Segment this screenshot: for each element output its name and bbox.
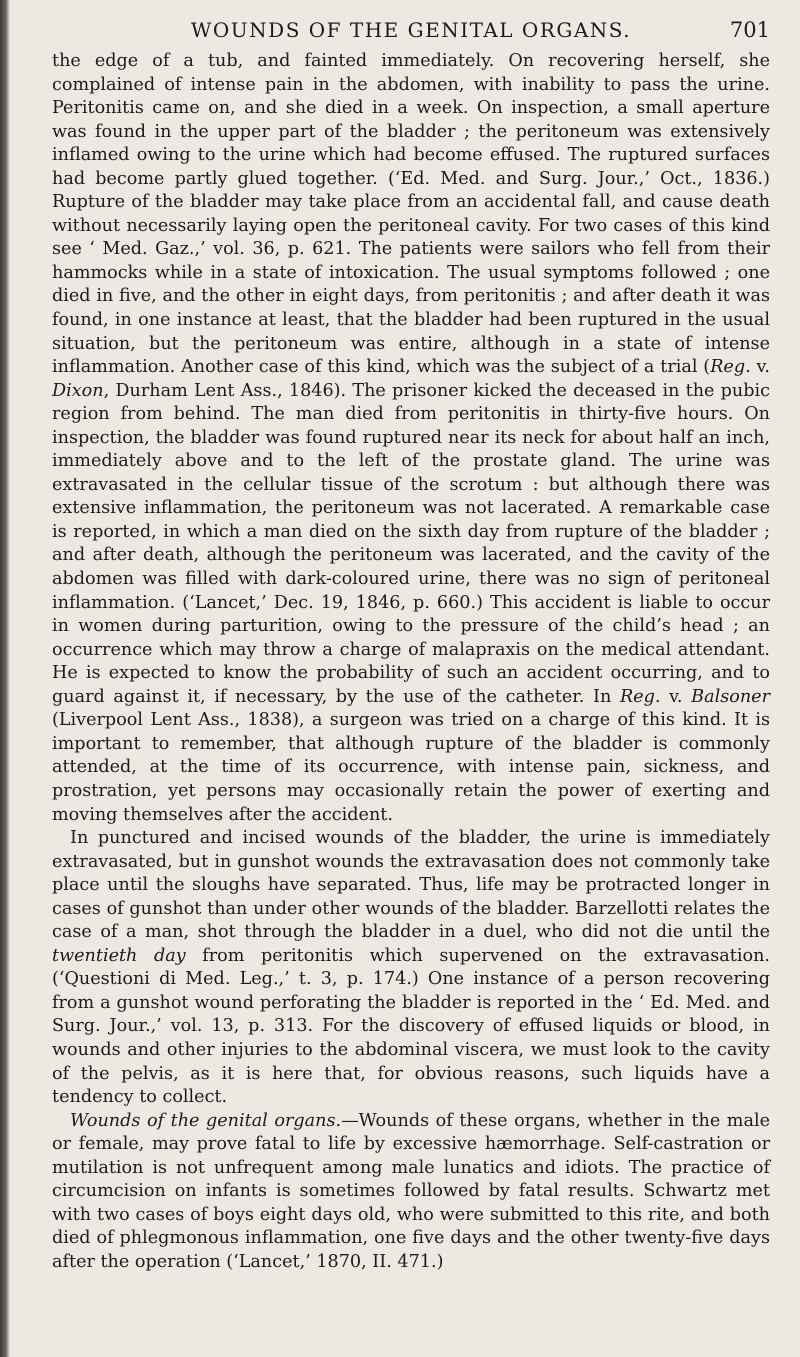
running-head xyxy=(52,18,770,48)
text-run: In punctured and incised wounds of the bladder, the urine is immediately extravasated, but in gunshot wounds the extravasation does not commonly take place until the sloughs have separated. Thus, life may be protracted longer in cases of gunshot than under other wounds of the bladder. Barzellotti relates the case of a man, shot through the bladder in a duel, who did not die until the xyxy=(52,828,770,943)
running-title: WOUNDS OF THE GENITAL ORGANS. xyxy=(190,18,632,42)
body-text xyxy=(52,50,770,1274)
text-run: —Wounds of these organs, whether in the male or female, may prove fatal to life by excessive hæmorrhage. Self-castration or mutilation is not unfrequent among male lunatics and idiots. The practice of circumcision on infants is sometimes followed by fatal results. Schwartz met with two cases of boys eight days old, who were submitted to this rite, and both died of phlegmonous inflammation, one five days and the other twenty-five days after the operation (‘Lancet,’ 1870, II. 471.) xyxy=(52,1110,771,1272)
paragraph xyxy=(52,50,770,827)
text-run: , Durham Lent Ass., 1846). The prisoner kicked the deceased in the pubic region from behind. The man died from peritonitis in thirty-five hours. On inspection, the bladder was found ruptured near its neck for about half an inch, immediately above and to the left of the prostate gland. The urine was extravasated in the cellular tissue of the scrotum : but although there was extensive inflammation, the peritoneum was not lacerated. A remarkable case is reported, in which a man died on the sixth day from rupture of the bladder ; and after death, although the peritoneum was lacerated, and the cavity of the abdomen was filled with dark-coloured urine, there was no sign of peritoneal inflammation. (‘Lancet,’ Dec. 19, 1846, p. 660.) This accident is liable to occur in women during parturition, owing to the pressure of the child’s head ; an occurrence which may throw a charge of malapraxis on the medical attendant. He is expected to know the probability of such an accident occurring, and to guard against it, if necessary, by the use of the catheter. In xyxy=(52,380,770,707)
page-binding-edge xyxy=(0,0,10,1357)
italic-text: Reg. xyxy=(710,357,751,378)
italic-text: twentieth day xyxy=(52,945,186,966)
italic-text: Reg. xyxy=(619,686,661,707)
italic-text: Balsoner xyxy=(691,686,770,707)
text-run: v. xyxy=(750,357,770,378)
paragraph xyxy=(52,827,770,1110)
text-run: v. xyxy=(660,686,692,707)
text-run: (Liverpool Lent Ass., 1838), a surgeon was tried on a charge of this kind. It is important to remember, that although rupture of the bladder is commonly attended, at the time of its occurrence, with intense pain, sickness, and prostration, yet persons may occasionally retain the power of exerting and moving themselves after the accident. xyxy=(52,710,770,825)
text-run: from peritonitis which supervened on the extravasation. (‘Questioni di Med. Leg.,’ t. 3, p. 174.) One instance of a person recovering from a gunshot wound perforating the bladder is reported in the ‘ Ed. Med. and Surg. Jour.,’ vol. 13, p. 313. For the discovery of effused liquids or blood, in wounds and other injuries to the abdominal viscera, we must look to the cavity of the pelvis, as it is here that, for obvious reasons, such liquids have a tendency to collect. xyxy=(52,945,771,1108)
page-number: 701 xyxy=(729,18,770,42)
text-run: the edge of a tub, and fainted immediately. On recovering herself, she complained of intense pain in the abdomen, with inability to pass the urine. Peritonitis came on, and she died in a week. On inspection, a small aperture was found in the upper part of the bladder ; the peritoneum was extensively inflamed owing to the urine which had become effused. The ruptured surfaces had become partly glued together. (‘Ed. Med. and Surg. Jour.,’ Oct., 1836.) Rupture of the bladder may take place from an accidental fall, and cause death without necessarily laying open the peritoneal cavity. For two cases of this kind see ‘ Med. Gaz.,’ vol. 36, p. 621. The patients were sailors who fell from their hammocks while in a state of intoxication. The usual symptoms followed ; one died in five, and the other in eight days, from peritonitis ; and after death it was found, in one instance at least, that the bladder had been ruptured in the usual situation, but the peritoneum was entire, although in a state of intense inflammation. Another case of this kind, which was the subject of a trial ( xyxy=(52,51,770,378)
italic-text: Dixon xyxy=(52,380,104,401)
paragraph xyxy=(52,1110,770,1275)
italic-text: Wounds of the genital organs. xyxy=(70,1110,342,1131)
